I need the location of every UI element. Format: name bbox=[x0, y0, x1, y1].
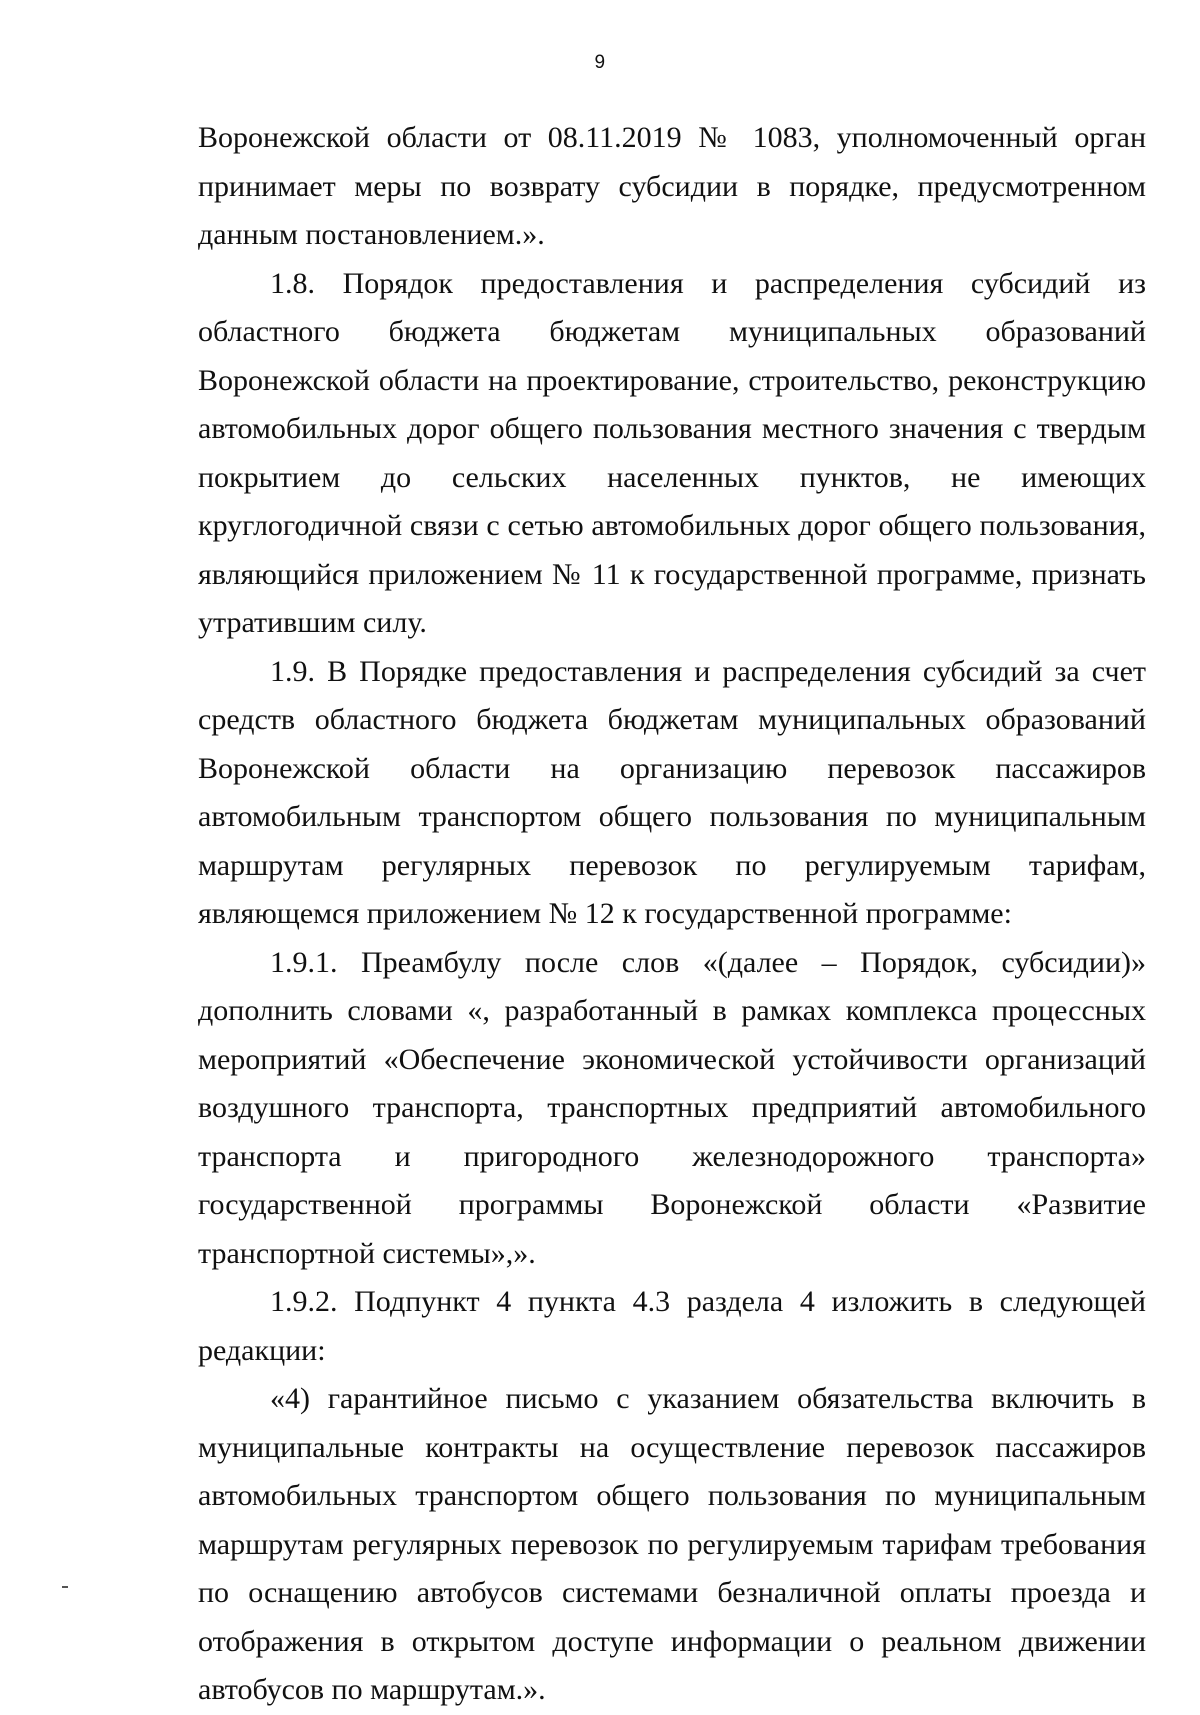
scan-artifact-mark bbox=[62, 1586, 68, 1588]
document-body bbox=[198, 114, 1146, 1715]
paragraph-quote-4: «4) гарантийное письмо с указанием обязательства включить в муниципальные контракты на осуществление перевозок пассажиров автомобильных транспортом общего пользования по муниципальным маршрутам регулярных перевозок по регулируемым тарифам требования по оснащению автобусов системами безналичной оплаты проезда и отображения в открытом доступе информации о реальном движении автобусов по маршрутам.». bbox=[198, 1382, 1146, 1706]
paragraph-1-8: 1.8. Порядок предоставления и распределения субсидий из областного бюджета бюджетам муниципальных образований Воронежской области на проектирование, строительство, реконструкцию автомобильных дорог общего пользования местного значения с твердым покрытием до сельских населенных пунктов, не имеющих круглогодичной связи с сетью автомобильных дорог общего пользования, являющийся приложением № 11 к государственной программе, признать утратившим силу. bbox=[198, 266, 1146, 639]
paragraph-1-9: 1.9. В Порядке предоставления и распределения субсидий за счет средств областного бюджета бюджетам муниципальных образований Воронежской области на организацию перевозок пассажиров автомобильным транспортом общего пользования по муниципальным маршрутам регулярных перевозок по регулируемым тарифам, являющемся приложением № 12 к государственной программе: bbox=[198, 654, 1146, 930]
paragraph-1-9-2: 1.9.2. Подпункт 4 пункта 4.3 раздела 4 изложить в следующей редакции: bbox=[198, 1285, 1146, 1367]
paragraph-continuation: Воронежской области от 08.11.2019 № 1083, уполномоченный орган принимает меры по возврату субсидии в порядке, предусмотренном данным постановлением.». bbox=[198, 121, 1146, 251]
page-number: 9 bbox=[594, 52, 606, 73]
paragraph-1-9-1: 1.9.1. Преамбулу после слов «(далее – Порядок, субсидии)» дополнить словами «, разработанный в рамках комплекса процессных мероприятий «Обеспечение экономической устойчивости организаций воздушного транспорта, транспортных предприятий автомобильного транспорта и пригородного железнодорожного транспорта» государственной программы Воронежской области «Развитие транспортной системы»,». bbox=[198, 945, 1146, 1270]
